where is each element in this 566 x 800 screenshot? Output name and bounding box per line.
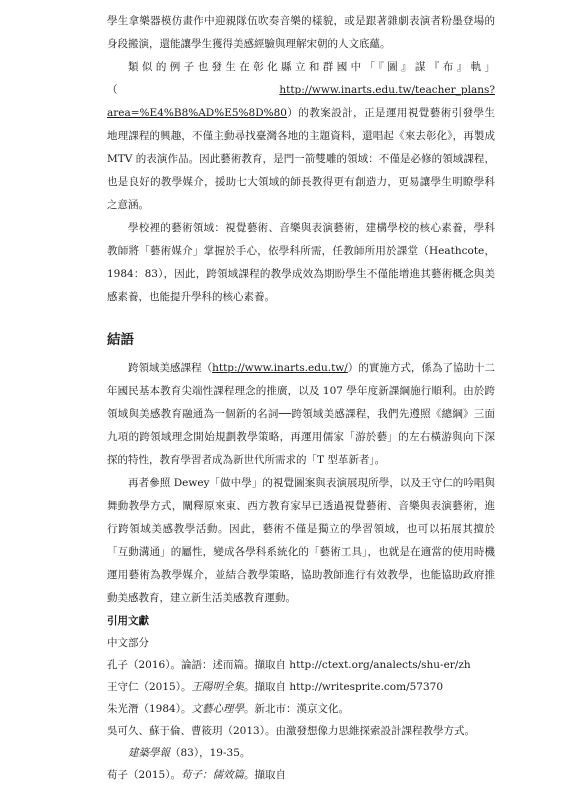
inarts-link[interactable]: http://www.inarts.edu.tw/ — [212, 362, 348, 374]
reference-source: 。擷取自 http://writesprite.com/57370 — [243, 681, 444, 693]
teacher-plans-link[interactable]: http://www.inarts.edu.tw/teacher_plans?area=%E4%B8%AD%E5%8D%80 — [107, 84, 495, 119]
references-heading: 引用文獻 — [107, 615, 149, 627]
conclusion-heading: 結語 — [107, 332, 134, 348]
conclusion-paragraph-1 — [107, 357, 495, 472]
paragraph-2-text-a: 類似的例子也發生在彰化縣立和群國中「『圖』謀『布』軌」（ — [107, 61, 495, 96]
conclusion-1-text-a: 跨領域美感課程（ — [128, 362, 213, 374]
reference-source: 。新北市：漢京文化。 — [243, 703, 349, 715]
references-subheading: 中文部分 — [107, 637, 149, 649]
reference-item — [107, 698, 495, 720]
reference-item — [107, 676, 495, 698]
reference-item: 孔子（2016）。論語：述而篇。擷取自 http://ctext.org/analects/shu-er/zh — [107, 659, 471, 671]
reference-item: 吳可久、蘇于倫、曹筱玥（2013）。由激發想像力思維探索設計課程教學方式。 — [107, 725, 475, 737]
reference-journal: 建築學報 — [128, 747, 170, 759]
reference-title: 王陽明全集 — [191, 681, 244, 693]
reference-item-continued — [107, 742, 495, 764]
conclusion-1-text-b: ）的實施方式，係為了協助十二年國民基本教育尖端性課程理念的推廣，以及 107 學年度新課綱施行順利。由於跨領域與美感教育融通為一個新的名詞──跨領域美感課程，我們先遵照《總綱》三面九項的跨領域理念開始規劃教學策略，再運用儒家「游於藝」的左右橫游與向下深探的特性，教育學習者成為新世代所需求的「T 型革新者」。 — [107, 362, 496, 466]
reference-author: 朱光潛（1984）。 — [107, 703, 192, 715]
reference-pages: （83），19-35。 — [170, 747, 251, 759]
body-paragraph-2 — [107, 56, 495, 217]
reference-title: 荀子：儒效篇 — [180, 769, 244, 781]
paragraph-2-text-b: ）的教案設計，正是運用視覺藝術引發學生地理課程的興趣，不僅主動尋找臺灣各地的主題資料，還唱起《來去彰化》，再製成 MTV 的表演作品。因此藝術教育，是門一箭雙雕的領域：不僅是必修的領域課程，也是良好的教學媒介，援助七大領域的師長教得更有創造力，更易讓學生明瞭學科之意涵。 — [107, 107, 495, 211]
body-paragraph-3: 學校裡的藝術領域：視覺藝術、音樂與表演藝術，建構學校的核心素養，學科教師將「藝術媒介」掌握於手心，依學科所需，任教師所用於課堂（Heathcote，1984：83），因此，跨領域課程的教學成效為期盼學生不僅能增進其藝術概念與美感素養，也能提升學科的核心素養。 — [107, 222, 495, 303]
document-page — [107, 10, 495, 786]
reference-source: 。擷取自 — [243, 769, 286, 781]
reference-title: 文藝心理學 — [191, 703, 244, 715]
conclusion-paragraph-2: 再者參照 Dewey「做中學」的視覺圖案與表演展現所學，以及王守仁的吟唱與舞動教學方式，闡釋原來東、西方教育家早已透過視覺藝術、音樂與表演藝術，進行跨領域美感教學活動。因此，藝術不僅是獨立的學習領域，也可以拓展其擅於「互動溝通」的屬性，變成各學科系統化的「藝術工具」，也就是在適當的使用時機運用藝術為教學媒介，並結合教學策略，協助教師進行有效教學，也能協助政府推動美感教育，建立新生活美感教育運動。 — [107, 477, 495, 604]
reference-author: 王守仁（2015）。 — [107, 681, 192, 693]
reference-author: 荀子（2015）。 — [107, 769, 181, 781]
reference-item — [107, 764, 495, 786]
body-paragraph-1: 學生拿樂器模仿畫作中迎親隊伍吹奏音樂的樣貌，或是跟著雜劇表演者粉墨登場的身段搬演，還能讓學生獲得美感經驗與理解宋朝的人文底蘊。 — [107, 15, 495, 50]
